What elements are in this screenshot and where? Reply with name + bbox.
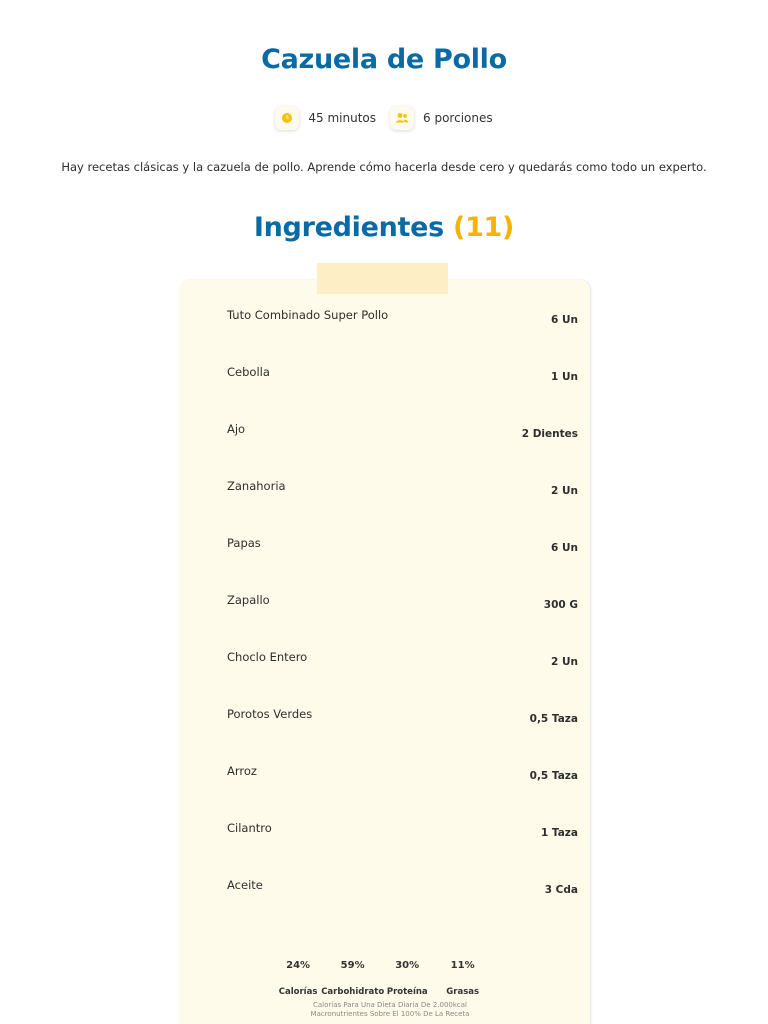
ingredients-list [227,308,578,935]
ingredient-name: Tuto Combinado Super Pollo [227,308,389,322]
calories-percent: 24% [286,960,311,971]
ingredient-row [227,764,578,821]
ingredient-quantity: 1 Taza [540,827,578,839]
nutrition-note-line2: Macronutrientes Sobre El 100% De La Receta [310,1010,470,1018]
ingredient-name: Papas [227,536,261,550]
protein-label: Proteína [386,987,428,997]
ingredients-title: Ingredientes [253,212,444,243]
ingredient-row [227,821,578,878]
portions-info [390,106,493,130]
ingredient-quantity: 3 Cda [544,884,578,896]
portions-label: 6 porciones [423,111,493,125]
ingredient-row [227,593,578,650]
ingredient-row [227,536,578,593]
ingredient-quantity: 0,5 Taza [529,770,578,782]
recipe-description: Hay recetas clásicas y la cazuela de pollo. Aprende cómo hacerla desde cero y quedarás como todo un experto. [61,160,707,174]
ingredient-quantity: 2 Un [551,485,578,497]
clock-icon [275,106,299,130]
nutrition-note-line1: Calorías Para Una Dieta Diaria De 2.000kcal [312,1001,467,1009]
carbs-percent: 59% [340,960,365,971]
ingredient-name: Ajo [227,422,246,436]
time-label: 45 minutos [308,111,377,125]
time-info [275,106,376,130]
ingredient-quantity: 300 G [543,599,578,611]
ingredient-name: Cilantro [227,821,272,835]
ingredients-card [179,280,590,1024]
ingredients-count: (11) [453,212,515,243]
ingredient-name: Choclo Entero [227,650,308,664]
nutrition-values [275,960,495,971]
calories-label: Calorías [278,987,318,997]
people-icon [390,106,414,130]
card-tape [317,263,448,294]
ingredient-name: Zanahoria [227,479,286,493]
ingredient-row [227,650,578,707]
protein-percent: 30% [395,960,420,971]
nutrition-labels [275,987,495,997]
recipe-title: Cazuela de Pollo [261,44,507,75]
recipe-meta [0,106,768,130]
ingredient-name: Cebolla [227,365,270,379]
ingredient-quantity: 6 Un [551,314,578,326]
fat-label: Grasas [446,987,480,997]
ingredient-row [227,878,578,935]
ingredient-quantity: 6 Un [551,542,578,554]
ingredient-row [227,308,578,365]
ingredient-row [227,707,578,764]
nutrition-note [275,1001,505,1019]
ingredient-row [227,422,578,479]
ingredient-quantity: 2 Dientes [521,428,578,440]
ingredient-name: Zapallo [227,593,270,607]
nutrition-summary [275,960,495,1019]
ingredients-heading [0,212,768,243]
ingredient-quantity: 1 Un [551,371,578,383]
ingredient-name: Aceite [227,878,263,892]
carbs-label: Carbohidrato [321,987,385,997]
fat-percent: 11% [450,960,475,971]
ingredient-quantity: 0,5 Taza [529,713,578,725]
ingredient-name: Porotos Verdes [227,707,313,721]
ingredient-row [227,479,578,536]
ingredient-name: Arroz [227,764,257,778]
ingredient-quantity: 2 Un [551,656,578,668]
ingredient-row [227,365,578,422]
